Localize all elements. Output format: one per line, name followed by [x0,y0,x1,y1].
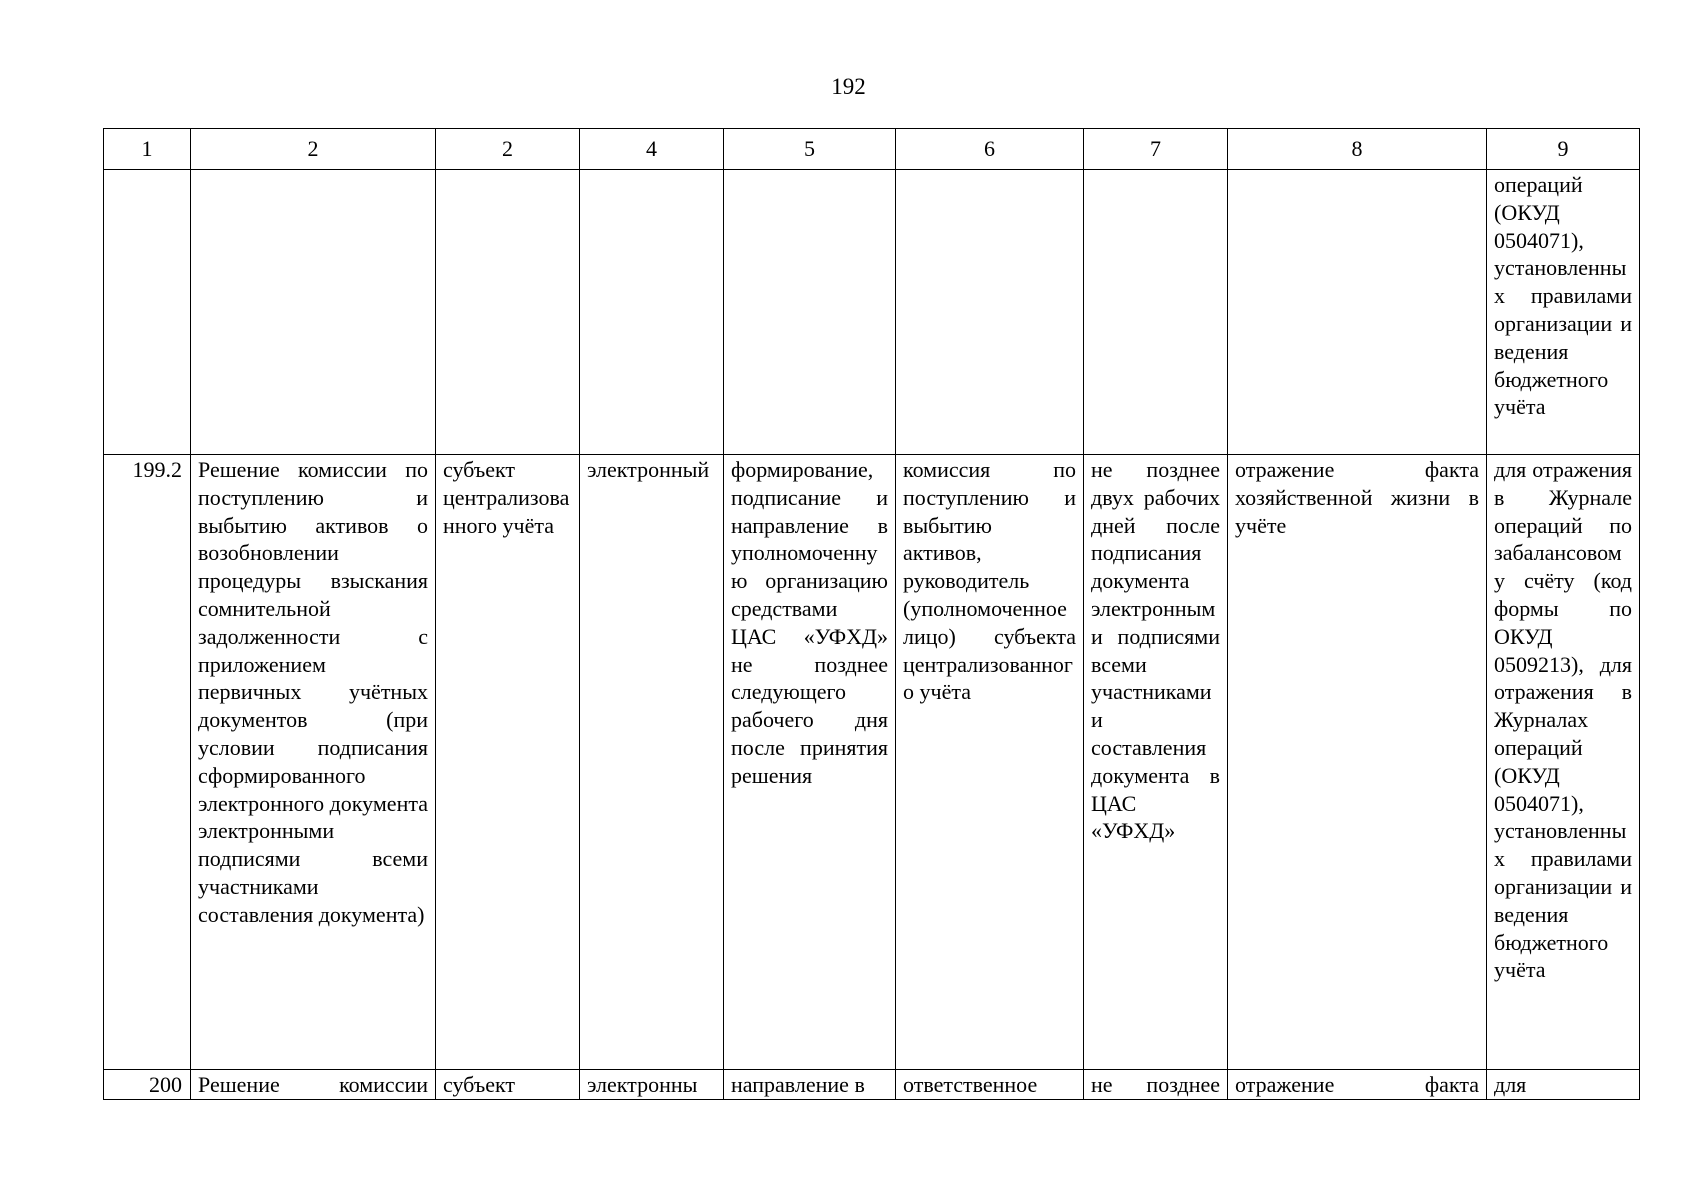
header-cell: 4 [580,129,724,170]
creator-cell [436,170,580,455]
purpose-cell: для отражения в Журнале операций по забалансовому счёту (код формы по ОКУД 0509213), для отражения в Журналах операций (ОКУД 0504071), установленных правилами организации и ведения бюджетного учёта [1487,455,1640,1070]
row-number-cell: 199.2 [104,455,191,1070]
deadline-cell: не позднее двух рабочих дней после подписания документа электронными подписями всеми участниками и составления документа в ЦАС «УФХД» [1084,455,1228,1070]
deadline-cell [1084,170,1228,455]
header-cell: 7 [1084,129,1228,170]
document-name-cell: Решение комиссии [191,1070,436,1100]
header-cell: 2 [191,129,436,170]
format-cell [580,170,724,455]
table-row [104,455,1640,1070]
signer-cell [896,170,1084,455]
row-number-cell: 200 [104,1070,191,1100]
page-number: 192 [831,74,866,99]
deadline-cell: не позднее [1084,1070,1228,1100]
document-name-cell [191,170,436,455]
header-cell: 1 [104,129,191,170]
signer-cell: комиссия по поступлению и выбытию активов, руководитель (уполномоченное лицо) субъекта централизованного учёта [896,455,1084,1070]
purpose-cell: операций (ОКУД 0504071), установленных правилами организации и ведения бюджетного учёта [1487,170,1640,455]
header-cell: 2 [436,129,580,170]
row-number-cell [104,170,191,455]
table-row [104,170,1640,455]
table-header-row [104,129,1640,170]
procedure-cell [724,170,896,455]
procedure-cell: формирование, подписание и направление в уполномоченную организацию средствами ЦАС «УФХД» не позднее следующего рабочего дня после принятия решения [724,455,896,1070]
header-cell: 5 [724,129,896,170]
creator-cell: субъект централизованного учёта [436,455,580,1070]
procedure-cell: направление в [724,1070,896,1100]
signer-cell: ответственное [896,1070,1084,1100]
header-cell: 6 [896,129,1084,170]
action-cell: отражение факта хозяйственной жизни в учёте [1228,455,1487,1070]
purpose-cell: для [1487,1070,1640,1100]
header-cell: 8 [1228,129,1487,170]
action-cell: отражение факта [1228,1070,1487,1100]
creator-cell: субъект [436,1070,580,1100]
document-name-cell: Решение комиссии по поступлению и выбытию активов о возобновлении процедуры взыскания сомнительной задолженности с приложением первичных учётных документов (при условии подписания сформированного электронного документа электронными подписями всеми участниками составления документа) [191,455,436,1070]
action-cell [1228,170,1487,455]
document-table [103,128,1640,1100]
format-cell: электронны [580,1070,724,1100]
header-cell: 9 [1487,129,1640,170]
table-row [104,1070,1640,1100]
format-cell: электронный [580,455,724,1070]
